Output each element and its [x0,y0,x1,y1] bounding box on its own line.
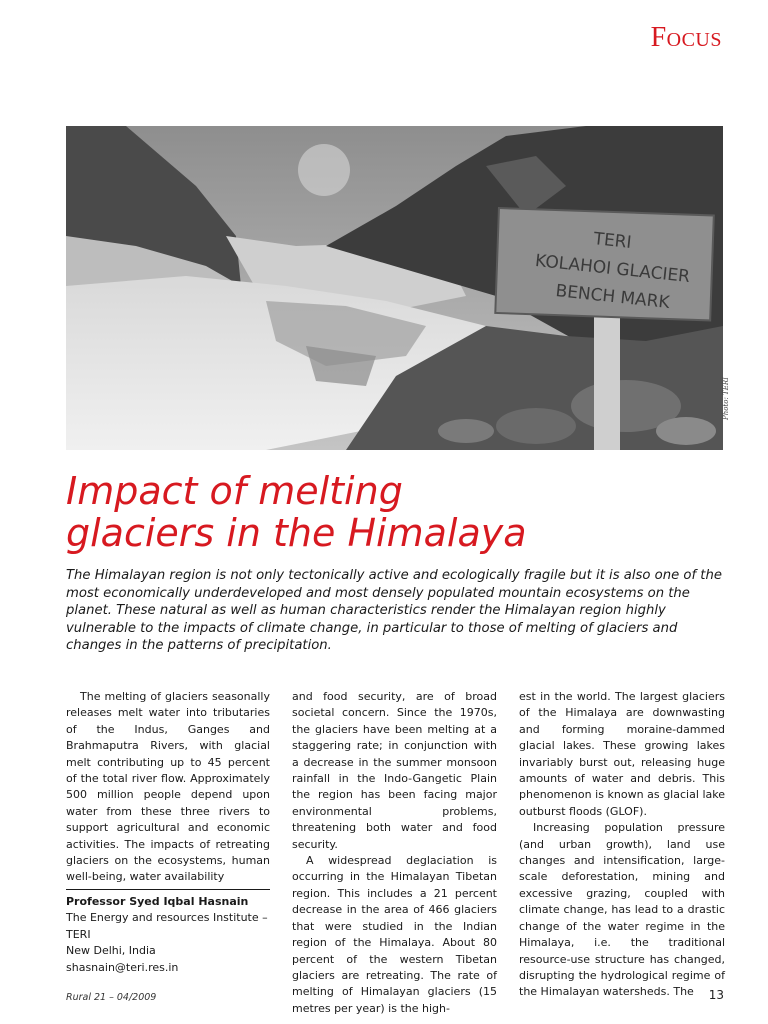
issue-label: Rural 21 – 04/2009 [66,992,157,1003]
title-line-1: Impact of melting [66,469,403,513]
glacier-photo [66,126,723,450]
paragraph: A widespread deglaciation is occurring in the Himalayan Tibetan region. This includes a 21 percent decrease in the area of 466 glaciers that were studied in the Indian region of the Himalaya. About 80 percent of the western Tibetan glaciers are retreating. The rate of melting of Himalayan glaciers (15 metres per year) is the high- [292,854,497,1015]
paragraph: Increasing population pressure (and urban growth), land use changes and intensification, large-scale deforestation, mining and excessive grazing, coupled with climate change, has lead to a drastic change of the water regime in the Himalaya, i.e. the traditional resource-use structure has changed, disrupting the hydrological regime of the Himalayan watersheds. The [519,821,725,999]
page-number: 13 [708,988,724,1002]
sign-line-3: BENCH MARK [554,281,671,313]
article-title [66,470,626,554]
author-name: Professor Syed Iqbal Hasnain [66,895,249,908]
column-3 [519,689,725,1001]
paragraph: The melting of glaciers seasonally releases melt water into tributaries of the Indus, Ganges and Brahmaputra Rivers, with glacial melt contributing up to 45 percent of the total river flow. Approximately 500 million people depend upon water from these three rivers to support agricultural and economic activities. The impacts of retreating glaciers on the ecosystems, human well-being, water availability [66,690,270,884]
sign-line-1: TERI [592,229,633,253]
paragraph: and food security, are of broad societal concern. Since the 1970s, the glaciers have been melting at a staggering rate; in conjunction with a decrease in the summer monsoon rainfall in the Indo-Gangetic Plain the region has been facing major environmental problems, threatening both water and food security. [292,690,497,851]
section-label: Focus [650,22,722,53]
column-2 [292,689,497,1017]
author-divider [66,889,270,890]
author-email[interactable]: shasnain@teri.res.in [66,960,179,974]
photo-credit: Photo: TERI [722,377,730,420]
author-block [66,894,276,976]
article-lead: The Himalayan region is not only tectonically active and ecologically fragile but it is also one of the most economically underdeveloped and most densely populated mountain ecosystems on the planet. These natural as well as human characteristics render the Himalayan region highly vulnerable to the impacts of climate change, in particular to those of melting of glaciers and changes in the patterns of precipitation. [66,568,722,654]
title-line-2: glaciers in the Himalaya [66,511,527,555]
paragraph: est in the world. The largest glaciers of the Himalaya are downwasting and forming moraine-dammed glacial lakes. These growing lakes invariably burst out, releasing huge amounts of water and debris. This phenomenon is known as glacial lake outburst floods (GLOF). [519,690,725,818]
author-org: The Energy and resources Institute – TERI [66,911,268,941]
sign-line-2: KOLAHOI GLACIER [534,250,691,288]
author-city: New Delhi, India [66,944,156,958]
column-1 [66,689,270,886]
